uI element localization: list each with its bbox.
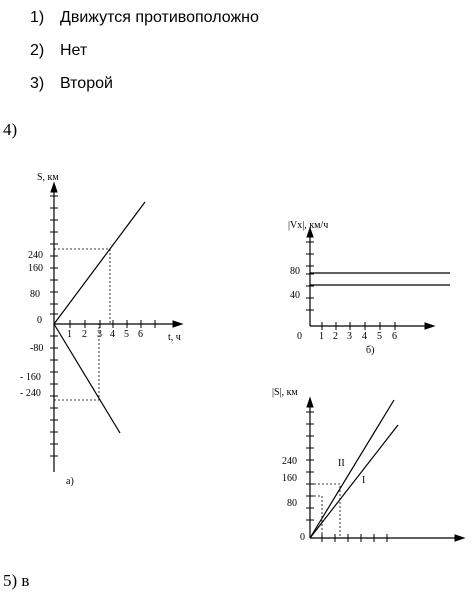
graph-c-x-arrow: [455, 535, 464, 541]
graph-b-xtick: 1: [319, 331, 324, 342]
question-5-answer: 5) в: [3, 571, 30, 590]
question-4-label: 4): [3, 120, 18, 139]
graph-c-ytick: 80: [287, 498, 297, 509]
graph-a-caption: а): [66, 476, 74, 487]
graph-a-xtick: 4: [110, 329, 115, 340]
graph-c-guide-lower: [310, 496, 322, 538]
graph-b-ylabel: |Vx|, км/ч: [288, 220, 329, 231]
graph-c-ytick: 160: [282, 473, 297, 484]
graph-a-ytick: 160: [28, 263, 43, 274]
graph-c-line-ii: [310, 400, 394, 538]
graph-a-y-arrow: [51, 183, 57, 192]
graph-a-xtick: 2: [82, 329, 87, 340]
graph-c: [306, 398, 464, 542]
graph-b-xtick: 3: [347, 331, 352, 342]
graph-c-ytick: 240: [282, 456, 297, 467]
graph-b: [306, 228, 450, 330]
graph-b-x-arrow: [425, 323, 434, 329]
graph-b-ytick: 40: [290, 290, 300, 301]
graph-a-xtick: 5: [124, 329, 129, 340]
graph-b-ytick: 80: [290, 266, 300, 277]
graph-a-line-down: [54, 324, 120, 433]
answer-text: Нет: [60, 42, 88, 59]
graph-a-xtick: 1: [67, 329, 72, 340]
graph-c-ytick: 0: [300, 532, 305, 543]
graph-a-ytick: - 240: [20, 388, 41, 399]
answer-text: Движутся противоположно: [60, 9, 259, 26]
graph-a-xlabel: t, ч: [168, 332, 181, 343]
graph-a-ylabel: S, км: [37, 172, 59, 183]
answer-number: 3): [30, 75, 45, 92]
answer-text: Второй: [60, 75, 113, 92]
graph-c-ylabel: |S|, км: [272, 387, 298, 398]
graph-c-y-arrow: [307, 398, 313, 407]
graph-a-line-up: [54, 202, 145, 324]
graph-b-caption: б): [366, 345, 375, 356]
graph-a-ytick: - 160: [20, 372, 41, 383]
graph-a-ytick: -80: [30, 343, 44, 354]
graph-a-xtick: 6: [138, 329, 143, 340]
graph-b-xtick: 0: [297, 331, 302, 342]
graph-b-xtick: 2: [333, 331, 338, 342]
graph-a-ytick: 0: [37, 315, 42, 326]
graph-a-x-arrow: [173, 321, 182, 327]
graph-a-xtick: 3: [97, 329, 102, 340]
graph-b-xtick: 5: [377, 331, 382, 342]
graph-b-xtick: 6: [392, 331, 397, 342]
graph-a-ytick: 80: [30, 289, 40, 300]
graph-c-line-label-ii: II: [338, 458, 345, 469]
answer-number: 2): [30, 42, 45, 59]
graph-b-xtick: 4: [362, 331, 367, 342]
graph-c-line-label-i: I: [362, 475, 366, 486]
graph-a-ytick: 240: [28, 250, 43, 261]
answer-number: 1): [30, 9, 45, 26]
graph-a: [50, 183, 182, 472]
graph-c-line-i: [310, 425, 398, 538]
